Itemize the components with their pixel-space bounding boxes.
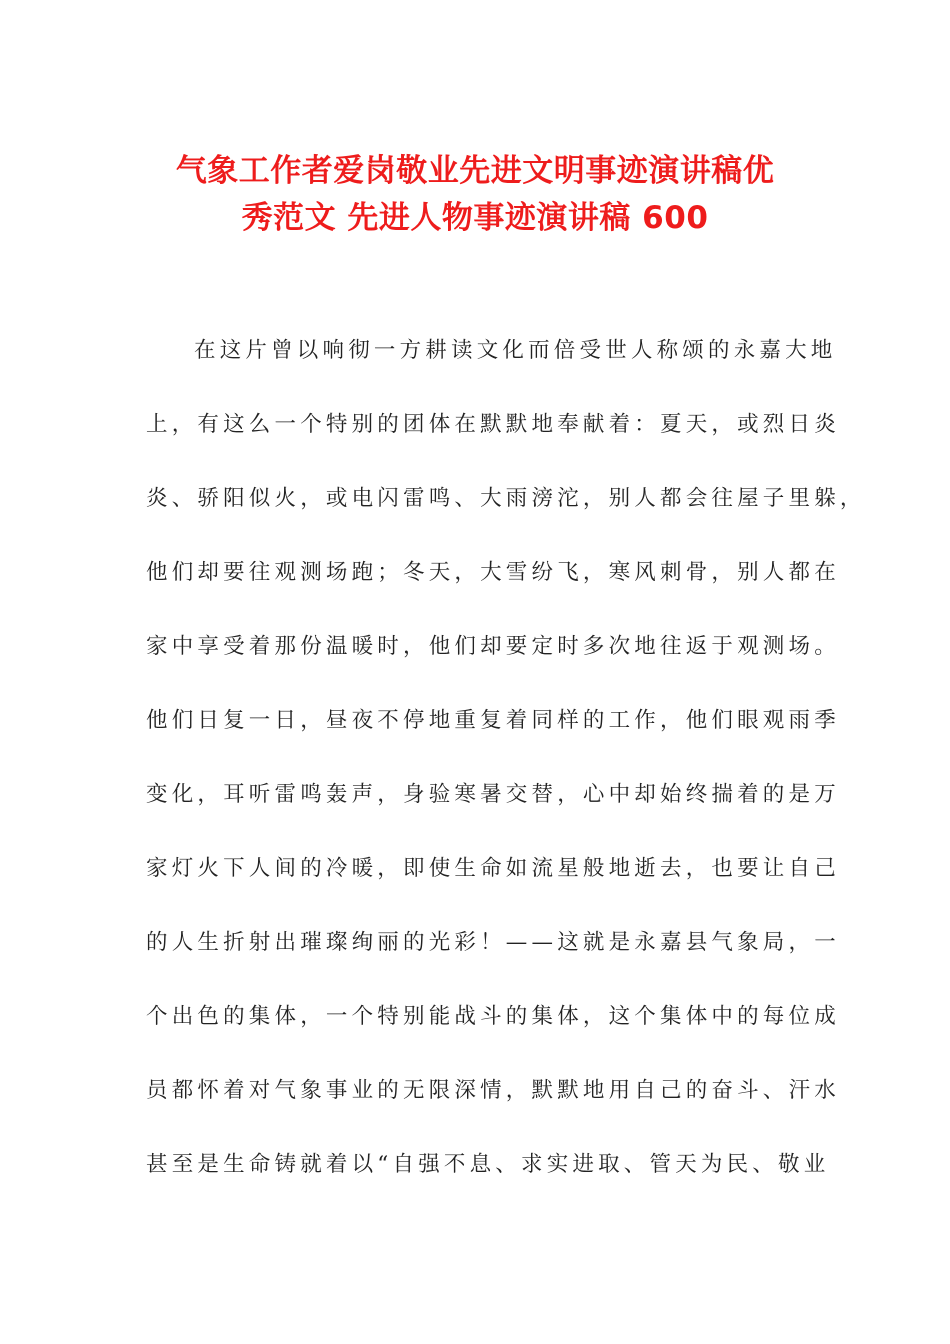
body-line: 在这片曾以响彻一方耕读文化而倍受世人称颂的永嘉大地 [194,338,837,363]
body-line: 他们却要往观测场跑；冬天，大雪纷飞，寒风刺骨，别人都在 [146,560,840,585]
body-line: 变化，耳听雷鸣轰声，身验寒暑交替，心中却始终揣着的是万 [146,782,840,807]
body-line: 他们日复一日，昼夜不停地重复着同样的工作，他们眼观雨季 [146,708,840,733]
body-line: 员都怀着对气象事业的无限深情，默默地用自己的奋斗、汗水 [146,1078,840,1103]
body-line: 个出色的集体，一个特别能战斗的集体，这个集体中的每位成 [146,1004,840,1029]
body-line: 炎、骄阳似火，或电闪雷鸣、大雨滂沱，别人都会往屋子里躲， [146,486,866,511]
title-line-2: 秀范文 先进人物事迹演讲稿 600 [241,200,709,236]
document-body [146,322,866,1210]
body-line: 甚至是生命铸就着以“自强不息、求实进取、管天为民、敬业 [146,1152,830,1177]
title-line-1: 气象工作者爱岗敬业先进文明事迹演讲稿优 [175,153,775,189]
body-line: 上，有这么一个特别的团体在默默地奉献着：夏天，或烈日炎 [146,412,840,437]
body-line: 的人生折射出璀璨绚丽的光彩！——这就是永嘉县气象局，一 [146,930,840,955]
body-line: 家灯火下人间的冷暖，即使生命如流星般地逝去，也要让自己 [146,856,840,881]
body-line: 家中享受着那份温暖时，他们却要定时多次地往返于观测场。 [146,634,840,659]
document-title [140,148,810,242]
